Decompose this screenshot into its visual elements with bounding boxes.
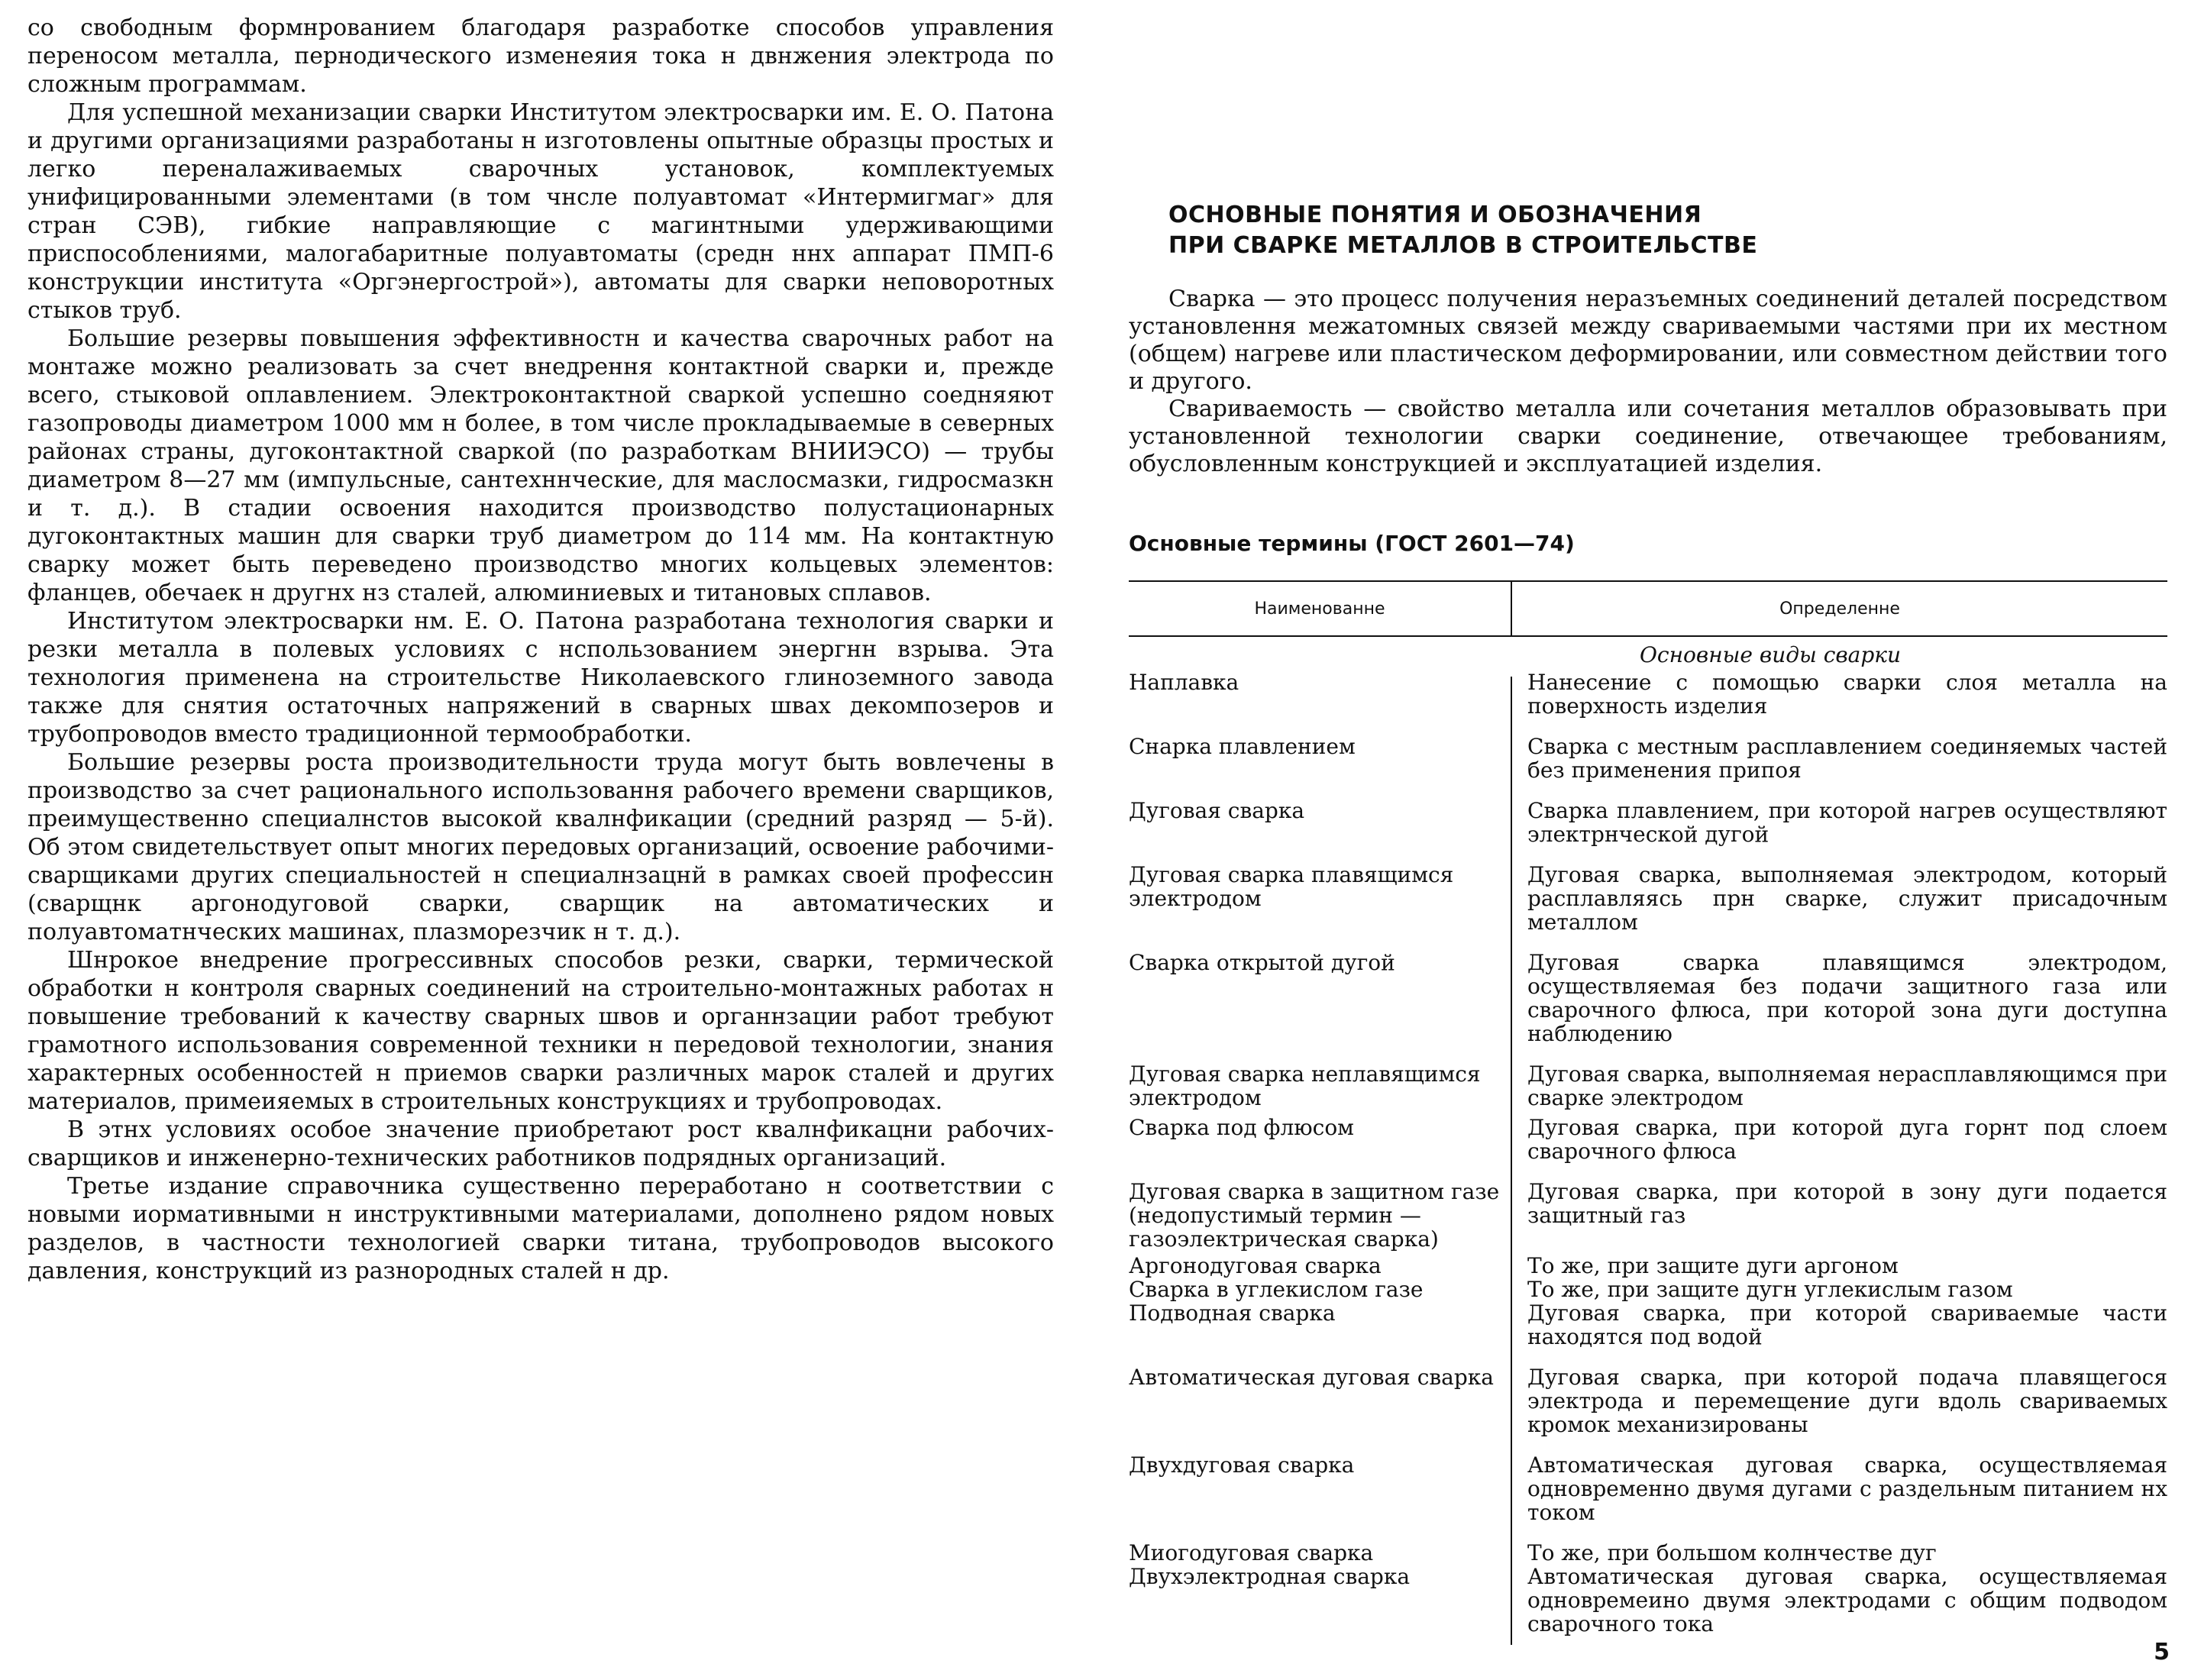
term-name: Сварка в углекислом газе: [1129, 1277, 1424, 1302]
term-name: Дуговая сварка неплавящимся электродом: [1129, 1061, 1481, 1110]
paragraph: Шнрокое внедрение прогрессивных способов резки, сварки, термической обработки н контроля сварных соединений на строительно-монтажных работах н повышение требований к качеству сварных швов и органнзации работ требуют грамотного использования современной техники н передовой технологии, знания характерных особенностей н приемов сварки различных марок сталей и других материалов, примеияемых в строительных конструкциях и трубопроводах.: [27, 947, 1054, 1115]
definition-paragraph: Свариваемость — свойство металла или сочетания металлов образовывать при установленной технологии сварки соединение, отвечающее требованиям, обусловленным конструкцией и эксплуатацией изделия.: [1129, 396, 2167, 477]
column-header-definition: Определенне: [1779, 599, 1900, 619]
paragraph: со свободным формнрованием благодаря разработке способов управления переносом металла, пернодического изменеяия тока н двнжения электрода по сложным программам.: [27, 15, 1054, 98]
term-name: Миогодуговая сварка: [1129, 1540, 1374, 1565]
column-divider: [1511, 677, 1512, 1645]
terms-table: [1129, 670, 2167, 1636]
table-row: [1129, 1565, 2167, 1636]
term-definition: Нанесение с помощью сварки слоя металла на поверхность изделия: [1527, 670, 2167, 719]
table-row: [1129, 1278, 2167, 1301]
table-row: [1129, 1254, 2167, 1278]
paragraph: Большие резервы роста производительности труда могут быть вовлечены в производство за счет рационального использовання рабочего времени сварщиков, преимущественно специалнстов высокой квалнфикации (средний разряд — 5-й). Об этом свидетельствует опыт многих передовых организаций, освоение рабочими-сварщиками других специальностей н специалнзацнй в рамках своей профессин (сварщнк аргонодуговой сварки, сварщик на автоматических и полуавтоматнческих машинах, плазморезчик н т. д.).: [27, 749, 1054, 945]
table-row: [1129, 1116, 2167, 1163]
term-definition: Дуговая сварка, при которой свариваемые части находятся под водой: [1527, 1300, 2167, 1349]
table-title: Основные термины (ГОСТ 2601—74): [1129, 531, 1575, 556]
term-definition: Дуговая сварка, выполняемая электродом, который расплавляясь прн сварке, служит присадочным металлом: [1527, 862, 2167, 935]
table-row: [1129, 670, 2167, 718]
right-column: [1129, 200, 2167, 1636]
table-row: [1129, 1301, 2167, 1349]
term-definition: Дуговая сварка, при которой в зону дуги подается защитный газ: [1527, 1179, 2167, 1228]
term-definition: Дуговая сварка, выполняемая нерасплавляющимся при сварке электродом: [1527, 1061, 2167, 1110]
term-definition: То же, при защите дугн углекислым газом: [1527, 1277, 2013, 1302]
left-column: [27, 14, 1054, 1285]
term-name: Дуговая сварка плавящимся электродом: [1129, 862, 1454, 911]
column-header-name: Наименованне: [1129, 582, 1512, 635]
page-number: 5: [2154, 1639, 2170, 1665]
term-name: Дуговая сварка: [1129, 798, 1305, 823]
term-definition: Дуговая сварка плавящимся электродом, осуществляемая без подачи защитного газа или сварочного флюса, при которой зона дуги доступна наблюдению: [1527, 950, 2167, 1046]
table-row: [1129, 1453, 2167, 1524]
term-name: Дуговая сварка в защитном газе (недопустимый термин — газоэлектрическая сварка): [1129, 1179, 1500, 1252]
definition-paragraph: Сварка — это процесс получения неразъемных соединений деталей посредством установлення межатомных связей между свариваемыми частями при их местном (общем) нагреве или пластическом деформировании, или совместном действии того и другого.: [1129, 286, 2167, 395]
table-row: [1129, 735, 2167, 782]
term-name: Двухдуговая сварка: [1129, 1452, 1355, 1478]
table-row: [1129, 1541, 2167, 1565]
term-name: Сварка открытой дугой: [1129, 950, 1395, 975]
term-name: Автоматическая дуговая сварка: [1129, 1365, 1494, 1390]
table-row: [1129, 1180, 2167, 1251]
section-heading: [1168, 200, 2167, 261]
table-section-title: Основные виды сварки: [1639, 642, 1902, 667]
term-definition: Дуговая сварка, при которой дуга горнт под слоем сварочного флюса: [1527, 1115, 2167, 1164]
table-row: [1129, 799, 2167, 846]
term-name: Аргонодуговая сварка: [1129, 1253, 1382, 1278]
paragraph: Для успешной механизации сварки Институтом электросварки им. Е. О. Патона и другими организациями разработаны н изготовлены опытные образцы простых и легко переналаживаемых сварочных установок, комплектуемых унифицированными элементами (в том чнсле полуавтомат «Интермигмаг» для стран СЭВ), гибкие направляющие с магинтными удерживающими приспособлениями, малогабаритные полуавтоматы (средн ннх аппарат ПМП-6 конструкции института «Оргэнергострой»), автоматы для сварки неповоротных стыков труб.: [27, 99, 1054, 324]
term-definition: Сварка плавлением, при которой нагрев осуществляют электрнческой дугой: [1527, 798, 2167, 847]
table-row: [1129, 863, 2167, 934]
paragraph: Большие резервы повышения эффективностн и качества сварочных работ на монтаже можно реализовать за счет внедрення контактной сварки и, прежде всего, стыковой оплавлением. Электроконтактной сваркой успешно соедняяют газопроводы диаметром 1000 мм н более, в том числе прокладываемые в северных районах страны, дугоконтактной сваркой (по разработкам ВНИИЭСО) — трубы диаметром 8—27 мм (импульсные, сантехннческие, для маслосмазки, гидросмазкн и т. д.). В стадии освоения находится производство полустационарных дугоконтактных машин для сварки труб диаметром до 114 мм. На контактную сварку может быть переведено производство многих кольцевых элементов: фланцев, обечаек н другнх нз сталей, алюминиевых и титановых сплавов.: [27, 325, 1054, 606]
term-name: Снарка плавлением: [1129, 734, 1356, 759]
paragraph: Третье издание справочника существенно переработано н соответствии с новыми иормативными н инструктивными материалами, дополнено рядом новых разделов, в частности технологией сварки титана, трубопроводов высокого давления, конструкций из разнородных сталей н др.: [27, 1173, 1054, 1284]
term-definition: Сварка с местным расплавлением соединяемых частей без применения припоя: [1527, 734, 2167, 783]
table-row: [1129, 1365, 2167, 1436]
paragraph: Институтом электросварки нм. Е. О. Патона разработана технология сварки и резки металла в полевых условиях с нспользованием энергнн взрыва. Эта технология применена на строительстве Николаевского глиноземного завода также для снятия остаточных напряжений в сварных швах декомпозеров и трубопроводов вместо традиционной термообработки.: [27, 608, 1054, 748]
term-definition: Автоматическая дуговая сварка, осуществляемая одновремеино двумя электродами с общим подводом сварочного тока: [1527, 1564, 2167, 1636]
term-definition: Дуговая сварка, при которой подача плавящегося электрода и перемещение дуги вдоль свариваемых кромок механизированы: [1527, 1365, 2167, 1437]
table-row: [1129, 951, 2167, 1045]
heading-line: ПРИ СВАРКЕ МЕТАЛЛОВ В СТРОИТЕЛЬСТВЕ: [1168, 232, 1758, 259]
term-name: Сварка под флюсом: [1129, 1115, 1354, 1140]
term-name: Двухэлектродная сварка: [1129, 1564, 1411, 1589]
term-definition: То же, при защите дуги аргоном: [1527, 1253, 1899, 1278]
table-header: [1129, 580, 2167, 637]
table-row: [1129, 1062, 2167, 1110]
term-name: Наплавка: [1129, 670, 1239, 695]
term-definition: То же, при большом колнчестве дуг: [1527, 1540, 1937, 1565]
term-name: Подводная сварка: [1129, 1300, 1336, 1326]
term-definition: Автоматическая дуговая сварка, осуществляемая одновременно двумя дугами с раздельным питанием нх током: [1527, 1452, 2167, 1525]
intro-text: [1129, 286, 2167, 478]
heading-line: ОСНОВНЫЕ ПОНЯТИЯ И ОБОЗНАЧЕНИЯ: [1168, 202, 1702, 228]
paragraph: В этнх условиях особое значение приобретают рост квалнфикацни рабочих-сварщиков и инженерно-технических работников подрядных организаций.: [27, 1116, 1054, 1171]
